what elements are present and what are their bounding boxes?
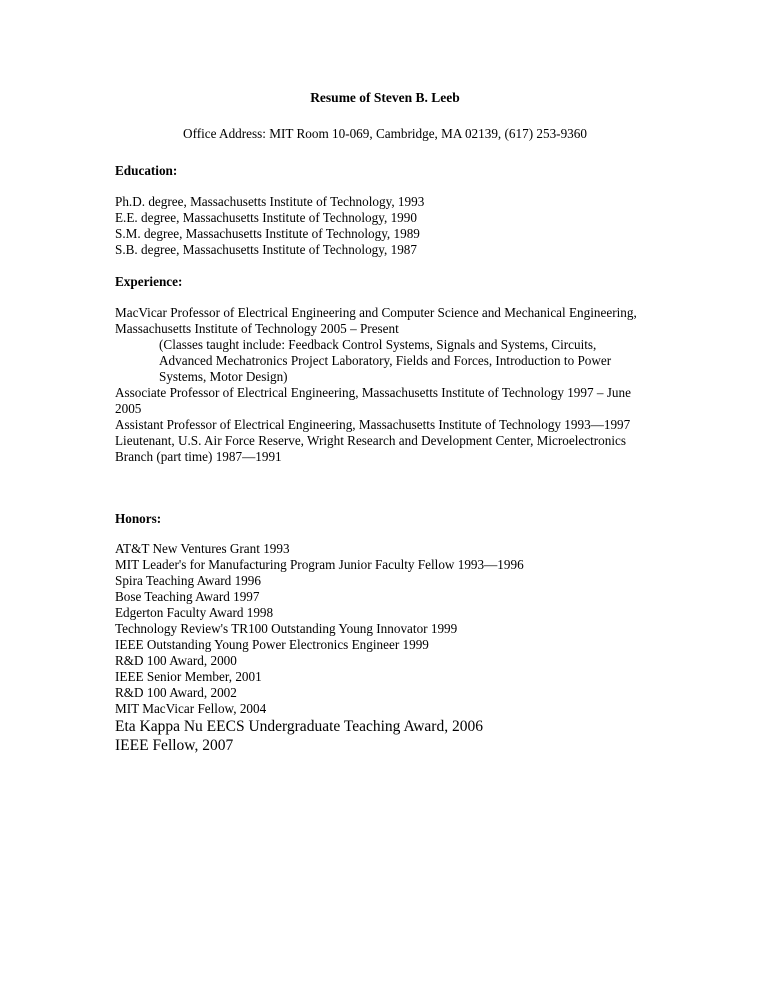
- office-address: Office Address: MIT Room 10-069, Cambridge, MA 02139, (617) 253-9360: [183, 126, 587, 141]
- education-item: Ph.D. degree, Massachusetts Institute of Technology, 1993: [115, 194, 425, 209]
- page-title: Resume of Steven B. Leeb: [310, 90, 460, 105]
- honor-item: Edgerton Faculty Award 1998: [115, 605, 274, 620]
- education-item: S.B. degree, Massachusetts Institute of Technology, 1987: [115, 242, 417, 257]
- experience-item-assistant: Assistant Professor of Electrical Engineering, Massachusetts Institute of Technology 1993—1997: [115, 417, 631, 432]
- honor-item: R&D 100 Award, 2000: [115, 653, 237, 668]
- experience-classes: (Classes taught include: Feedback Control Systems, Signals and Systems, Circuits, Advanced Mechatronics Project Laboratory, Fields and Forces, Introduction to Power Systems, Motor Design): [159, 337, 612, 384]
- honor-item: MIT Leader's for Manufacturing Program Junior Faculty Fellow 1993—1996: [115, 557, 524, 572]
- honor-item: AT&T New Ventures Grant 1993: [115, 541, 290, 556]
- education-item: S.M. degree, Massachusetts Institute of Technology, 1989: [115, 226, 420, 241]
- honors-heading: Honors:: [115, 511, 162, 526]
- honor-item: IEEE Outstanding Young Power Electronics Engineer 1999: [115, 637, 429, 652]
- honor-item: IEEE Senior Member, 2001: [115, 669, 262, 684]
- experience-item-lieutenant: Lieutenant, U.S. Air Force Reserve, Wright Research and Development Center, Microelectronics Branch (part time) 1987—1991: [115, 433, 627, 464]
- experience-item-macvicar: MacVicar Professor of Electrical Engineering and Computer Science and Mechanical Engineering, Massachusetts Institute of Technology 2005 – Present: [115, 305, 637, 336]
- education-heading: Education:: [115, 163, 178, 178]
- honor-item: Bose Teaching Award 1997: [115, 589, 260, 604]
- education-item: E.E. degree, Massachusetts Institute of Technology, 1990: [115, 210, 417, 225]
- experience-heading: Experience:: [115, 274, 183, 289]
- honor-item: Spira Teaching Award 1996: [115, 573, 261, 588]
- honor-item: R&D 100 Award, 2002: [115, 685, 237, 700]
- honor-item: Technology Review's TR100 Outstanding Young Innovator 1999: [115, 621, 458, 636]
- honor-item-large: IEEE Fellow, 2007: [115, 737, 234, 754]
- experience-list: [115, 305, 660, 465]
- honor-item-large: Eta Kappa Nu EECS Undergraduate Teaching Award, 2006: [115, 718, 483, 735]
- experience-item-associate: Associate Professor of Electrical Engineering, Massachusetts Institute of Technology 1997 – June 2005: [115, 385, 631, 416]
- education-list: [115, 194, 660, 258]
- honors-list: [115, 541, 660, 755]
- honor-item: MIT MacVicar Fellow, 2004: [115, 701, 267, 716]
